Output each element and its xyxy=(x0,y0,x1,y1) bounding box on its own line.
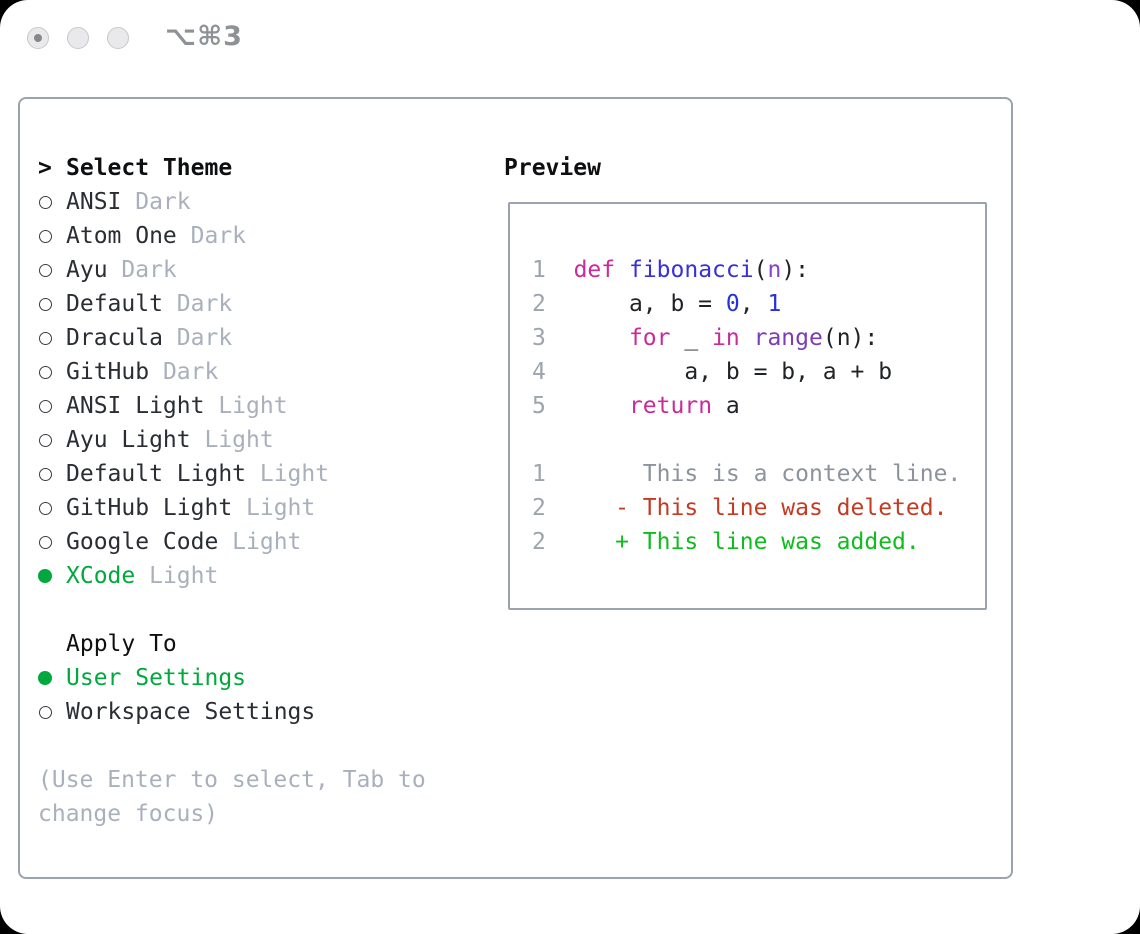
code-token: This is a context line. xyxy=(545,461,962,487)
radio-icon xyxy=(39,264,52,277)
apply-option-workspace-settings[interactable] xyxy=(38,695,478,729)
code-line xyxy=(532,321,985,355)
spacer xyxy=(38,729,478,763)
line-number: 1 xyxy=(532,257,546,283)
titlebar xyxy=(0,0,1140,76)
select-theme-header xyxy=(38,151,478,185)
traffic-light-2[interactable] xyxy=(67,27,89,49)
theme-selector xyxy=(38,151,478,831)
code-token xyxy=(615,257,629,283)
theme-item-default-light-light[interactable] xyxy=(38,457,478,491)
shortcut-label: ⌥⌘3 xyxy=(165,21,243,52)
theme-variant: Light xyxy=(204,427,274,453)
theme-item-ansi-dark[interactable] xyxy=(38,185,478,219)
code-token: 1 xyxy=(767,291,782,317)
code-token: (n): xyxy=(822,325,879,351)
theme-item-atom-one-dark[interactable] xyxy=(38,219,478,253)
radio-icon xyxy=(38,671,52,685)
code-token: a, b = b, a + b xyxy=(545,359,893,385)
theme-variant: Dark xyxy=(121,257,177,283)
line-number: 2 xyxy=(532,495,546,521)
theme-name: ANSI Light xyxy=(66,393,205,419)
line-number: 2 xyxy=(532,291,546,317)
code-token: in xyxy=(712,325,740,351)
theme-variant: Light xyxy=(232,529,302,555)
code-token: a xyxy=(712,393,740,419)
preview-box xyxy=(508,202,987,610)
theme-item-default-dark[interactable] xyxy=(38,287,478,321)
select-theme-title: Select Theme xyxy=(66,155,233,181)
code-line xyxy=(532,287,985,321)
radio-icon xyxy=(39,230,52,243)
theme-variant: Dark xyxy=(190,223,247,249)
apply-to-header xyxy=(38,627,478,661)
code-token: fibonacci xyxy=(628,257,754,283)
apply-option-label: Workspace Settings xyxy=(66,699,316,725)
code-token xyxy=(546,325,629,351)
code-token: return xyxy=(628,393,713,419)
diff-line xyxy=(532,491,985,525)
theme-item-github-dark[interactable] xyxy=(38,355,478,389)
traffic-lights xyxy=(27,27,129,49)
code-token: n xyxy=(767,257,782,283)
code-token: - This line was deleted. xyxy=(545,495,948,521)
code-token xyxy=(546,393,629,419)
code-token: , xyxy=(739,291,768,317)
code-token: 0 xyxy=(725,291,740,317)
radio-icon xyxy=(39,434,52,447)
theme-name: Ayu xyxy=(66,257,108,283)
hint-text: (Use Enter to select, Tab to change focus) xyxy=(38,767,426,827)
diff-line xyxy=(532,525,985,559)
theme-list xyxy=(38,185,478,593)
radio-icon xyxy=(39,298,52,311)
code-preview xyxy=(532,253,985,423)
theme-variant: Light xyxy=(149,563,219,589)
code-line xyxy=(532,355,985,389)
code-token xyxy=(546,257,574,283)
line-number: 4 xyxy=(532,359,546,385)
radio-icon xyxy=(39,332,52,345)
theme-variant: Dark xyxy=(162,359,219,385)
traffic-light-3[interactable] xyxy=(107,27,129,49)
theme-item-dracula-dark[interactable] xyxy=(38,321,478,355)
traffic-light-dot xyxy=(34,34,42,42)
radio-icon xyxy=(39,196,52,209)
code-token: range xyxy=(753,325,823,351)
theme-variant: Dark xyxy=(135,189,191,215)
theme-name: Dracula xyxy=(66,325,163,351)
preview-title: Preview xyxy=(504,155,601,181)
code-line xyxy=(532,253,985,287)
theme-name: GitHub xyxy=(66,359,150,385)
theme-item-ansi-light-light[interactable] xyxy=(38,389,478,423)
code-token: def xyxy=(573,257,616,283)
theme-variant: Dark xyxy=(176,325,233,351)
theme-variant: Dark xyxy=(176,291,233,317)
code-token: + This line was added. xyxy=(545,529,920,555)
radio-icon xyxy=(39,706,52,719)
theme-name: Google Code xyxy=(66,529,219,555)
theme-name: XCode xyxy=(66,563,136,589)
theme-name: Atom One xyxy=(66,223,177,249)
radio-icon xyxy=(39,468,52,481)
theme-name: GitHub Light xyxy=(66,495,233,521)
radio-icon xyxy=(39,400,52,413)
apply-to-title: Apply To xyxy=(66,631,177,657)
radio-icon xyxy=(39,502,52,515)
line-number: 5 xyxy=(532,393,546,419)
traffic-light-1[interactable] xyxy=(27,27,49,49)
code-token: for xyxy=(628,325,671,351)
theme-variant: Light xyxy=(259,461,330,487)
theme-item-ayu-dark[interactable] xyxy=(38,253,478,287)
radio-icon xyxy=(39,536,52,549)
code-token: ): xyxy=(781,257,810,283)
theme-name: Default xyxy=(66,291,163,317)
cursor-prefix: > xyxy=(38,155,52,181)
diff-preview xyxy=(532,457,985,559)
theme-name: ANSI xyxy=(66,189,122,215)
theme-item-google-code-light[interactable] xyxy=(38,525,478,559)
line-number: 1 xyxy=(532,461,546,487)
radio-icon xyxy=(39,366,52,379)
theme-name: Default Light xyxy=(66,461,247,487)
code-token: _ xyxy=(670,325,713,351)
line-number: 2 xyxy=(532,529,546,555)
theme-item-github-light-light[interactable] xyxy=(38,491,478,525)
diff-line xyxy=(532,457,985,491)
theme-item-xcode-light[interactable] xyxy=(38,559,478,593)
code-token: a, b = xyxy=(545,291,726,317)
spacer xyxy=(532,423,985,457)
radio-icon xyxy=(38,569,52,583)
code-token: ( xyxy=(753,257,768,283)
theme-panel xyxy=(18,97,1013,879)
apply-to-options xyxy=(38,661,478,729)
code-line xyxy=(532,389,985,423)
theme-name: Ayu Light xyxy=(66,427,191,453)
spacer xyxy=(38,593,478,627)
line-number: 3 xyxy=(532,325,546,351)
theme-variant: Light xyxy=(218,393,288,419)
code-token xyxy=(740,325,754,351)
theme-item-ayu-light-light[interactable] xyxy=(38,423,478,457)
apply-option-user-settings[interactable] xyxy=(38,661,478,695)
apply-option-label: User Settings xyxy=(66,665,247,691)
theme-variant: Light xyxy=(246,495,316,521)
